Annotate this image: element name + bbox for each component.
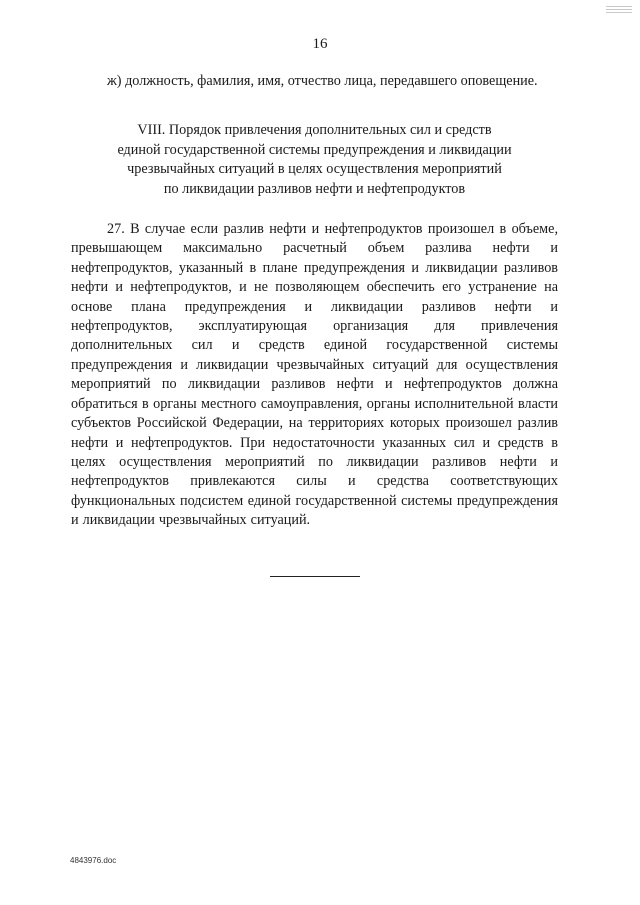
paragraph-27: 27. В случае если разлив нефти и нефтепродуктов произошел в объеме, превышающем максимально расчетный объем разлива нефти и нефтепродуктов, указанный в плане предупреждения и ликвидации разливов нефти и нефтепродуктов, и не позволяющем обеспечить его устранение на основе плана предупреждения и ликвидации разливов нефти и нефтепродуктов, эксплуатирующая организация для привлечения дополнительных сил и средств единой государственной системы предупреждения и ликвидации чрезвычайных ситуаций для осуществления мероприятий по ликвидации разливов нефти и нефтепродуктов должна обратиться в органы местного самоуправления, органы исполнительной власти субъектов Российской Федерации, на территориях которых произошел разлив нефти и нефтепродуктов. При недостаточности указанных сил и средств в целях осуществления мероприятий по ликвидации разливов нефти и нефтепродуктов привлекаются силы и средства соответствующих функциональных подсистем единой государственной системы предупреждения и ликвидации чрезвычайных ситуаций. bbox=[71, 221, 558, 529]
section-title-line: чрезвычайных ситуаций в целях осуществления мероприятий bbox=[127, 161, 502, 178]
list-item-label: ж) bbox=[107, 73, 122, 89]
document-body bbox=[71, 72, 558, 577]
section-title-line: единой государственной системы предупреждения и ликвидации bbox=[117, 141, 512, 158]
document-reference: 4843976.doc bbox=[70, 856, 117, 865]
section-title-line: VIII. Порядок привлечения дополнительных сил и средств bbox=[137, 122, 492, 139]
page-number: 16 bbox=[312, 36, 328, 52]
section-title-line: по ликвидации разливов нефти и нефтепродуктов bbox=[163, 180, 466, 197]
list-item-zh bbox=[71, 72, 558, 91]
list-item-text: должность, фамилия, имя, отчество лица, передавшего оповещение. bbox=[125, 73, 538, 89]
end-separator-line bbox=[270, 576, 360, 577]
scan-corner-mark bbox=[606, 6, 632, 16]
section-title bbox=[71, 121, 558, 199]
